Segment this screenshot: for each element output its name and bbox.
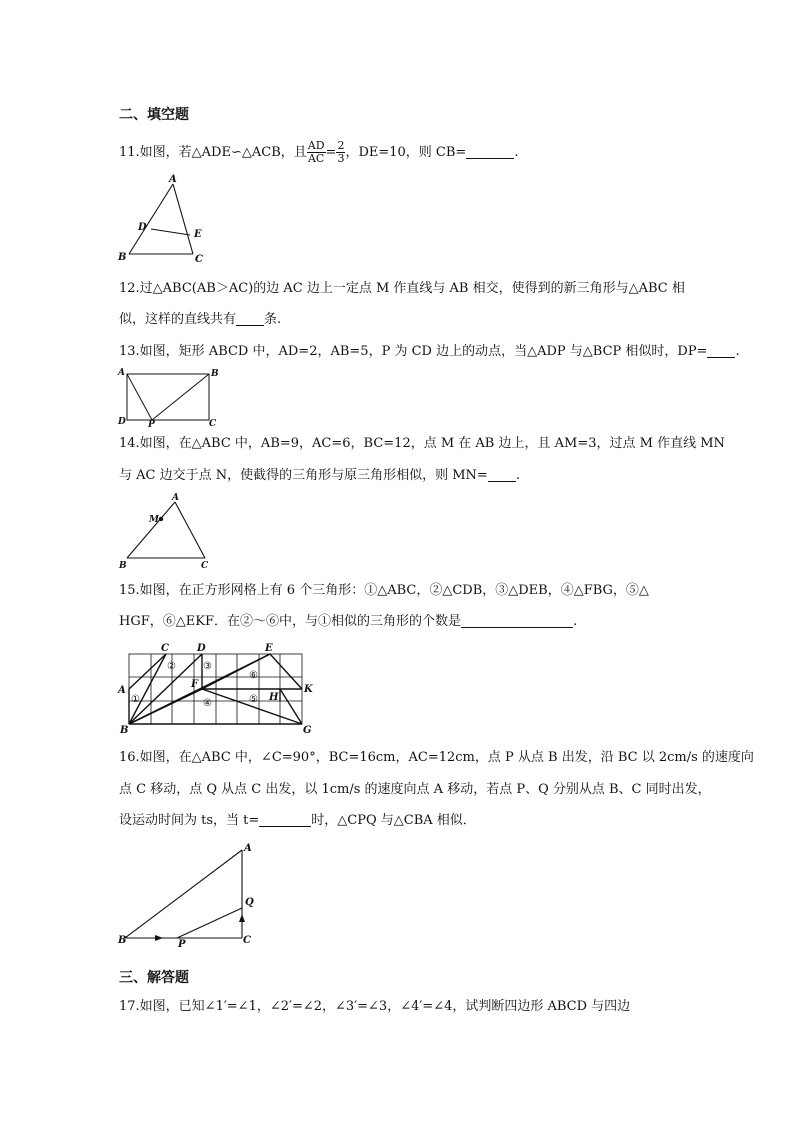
q13-label-A: A — [118, 368, 125, 378]
q15-line-1: 15.如图，在正方形网格上有 6 个三角形：①△ABC，②△CDB，③△DEB，④△FBG，⑤△ — [119, 583, 649, 598]
q14-line-1: 14.如图，在△ABC 中，AB=9，AC=6，BC=12，点 M 在 AB 边上，且 AM=3，过点 M 作直线 MN — [119, 436, 725, 451]
q16-arrow-Q-icon — [239, 914, 245, 922]
q15-label-E: E — [265, 643, 273, 654]
section-title-fill-blank: 二、填空题 — [119, 107, 189, 123]
question-11: 11.如图，若△ADE∽△ACB，且 $\frac{AD}{AC}$ = $\frac{2}{3}$ ，DE=10，则 CB= . — [119, 139, 519, 165]
q15-label-H: H — [269, 692, 279, 703]
q14-label-C: C — [201, 561, 209, 571]
question-17-line-1: 17.如图，已知∠1′=∠1，∠2′=∠2，∠3′=∠3，∠4′=∠4，试判断四边形 ABCD 与四边 — [119, 999, 631, 1014]
q13-label-P: P — [148, 420, 155, 430]
q11-label-D: D — [138, 222, 147, 233]
q12-line-1: 12.过△ABC(AB＞AC)的边 AC 边上一定点 M 作直线与 AB 相交，使得到的新三角形与△ABC 相 — [119, 281, 685, 296]
question-15-line-2: HGF，⑥△EKF．在②～⑥中，与①相似的三角形的个数是 . — [119, 614, 578, 629]
question-14-line-2: 与 AC 边交于点 N，使截得的三角形与原三角形相似，则 MN= . — [119, 468, 520, 483]
q15-label-B: B — [120, 725, 129, 736]
q15-label-C: C — [161, 643, 169, 654]
q13-label-D: D — [118, 417, 126, 427]
q11-answer-blank[interactable] — [466, 144, 514, 159]
q15-mark-5: ⑤ — [249, 694, 258, 705]
q16-figure — [117, 840, 267, 948]
q12-answer-blank[interactable] — [236, 311, 264, 326]
q13-label-B: B — [211, 369, 219, 379]
q14-figure — [117, 490, 217, 570]
q15-mark-3: ③ — [203, 661, 212, 672]
q15-mark-2: ② — [167, 661, 176, 672]
q11-label-A: A — [169, 174, 177, 185]
q14-label-A: A — [172, 493, 179, 503]
q14-label-M: M — [149, 515, 159, 525]
q16-arrow-P-icon — [155, 935, 163, 941]
q16-answer-blank[interactable] — [259, 812, 311, 827]
q11-text-pre: 11.如图，若△ADE∽△ACB，且 — [119, 145, 307, 160]
q16-label-P: P — [178, 939, 186, 950]
question-14 — [119, 433, 725, 455]
q11-fraction-right: $\frac{2}{3}$ — [337, 139, 345, 165]
q15-mark-4: ④ — [203, 698, 212, 709]
q11-label-B: B — [118, 252, 127, 263]
q13-answer-blank[interactable] — [707, 343, 735, 358]
q14-label-B: B — [119, 561, 127, 571]
q15-label-K: K — [304, 684, 313, 695]
q15-triangles — [129, 654, 302, 724]
q11-label-C: C — [195, 254, 203, 265]
q16-label-B: B — [118, 935, 127, 946]
q13-label-C: C — [209, 419, 217, 429]
q14-point-M — [159, 517, 163, 521]
question-16-line-3: 设运动时间为 ts，当 t= 时，△CPQ 与△CBA 相似． — [119, 813, 476, 828]
question-15 — [119, 580, 689, 602]
q16-label-A: A — [244, 843, 252, 854]
question-12 — [119, 278, 689, 300]
question-16-line-1: 16.如图，在△ABC 中，∠C=90°，BC=16cm，AC=12cm，点 P 从点 B 出发，沿 BC 以 2cm/s 的速度向 — [119, 750, 754, 765]
q16-label-Q: Q — [245, 897, 254, 908]
q11-text-post: ，DE=10，则 CB= — [345, 145, 467, 160]
q15-label-A: A — [118, 685, 126, 696]
q11-figure — [115, 172, 215, 267]
question-12-line-2: 似，这样的直线共有 条. — [119, 312, 282, 327]
q15-grid-figure — [115, 640, 325, 736]
q15-label-D: D — [197, 643, 206, 654]
q15-label-F: F — [191, 679, 199, 690]
q15-mark-6: ⑥ — [249, 670, 258, 681]
q14-answer-blank[interactable] — [488, 467, 516, 482]
q15-label-G: G — [303, 725, 312, 736]
q11-label-E: E — [194, 229, 202, 240]
q16-label-C: C — [243, 935, 251, 946]
q13-figure — [117, 366, 227, 428]
question-16-line-2: 点 C 移动，点 Q 从点 C 出发，以 1cm/s 的速度向点 A 移动，若点 P、Q 分别从点 B、C 同时出发， — [119, 782, 711, 797]
q15-mark-1: ① — [131, 694, 140, 705]
section-title-solutions: 三、解答题 — [119, 970, 189, 986]
q15-answer-blank[interactable] — [461, 613, 573, 628]
q11-fraction-left: $\frac{AD}{AC}$ — [307, 139, 325, 165]
question-13: 13.如图，矩形 ABCD 中，AD=2，AB=5，P 为 CD 边上的动点，当△ADP 与△BCP 相似时，DP= . — [119, 344, 740, 359]
